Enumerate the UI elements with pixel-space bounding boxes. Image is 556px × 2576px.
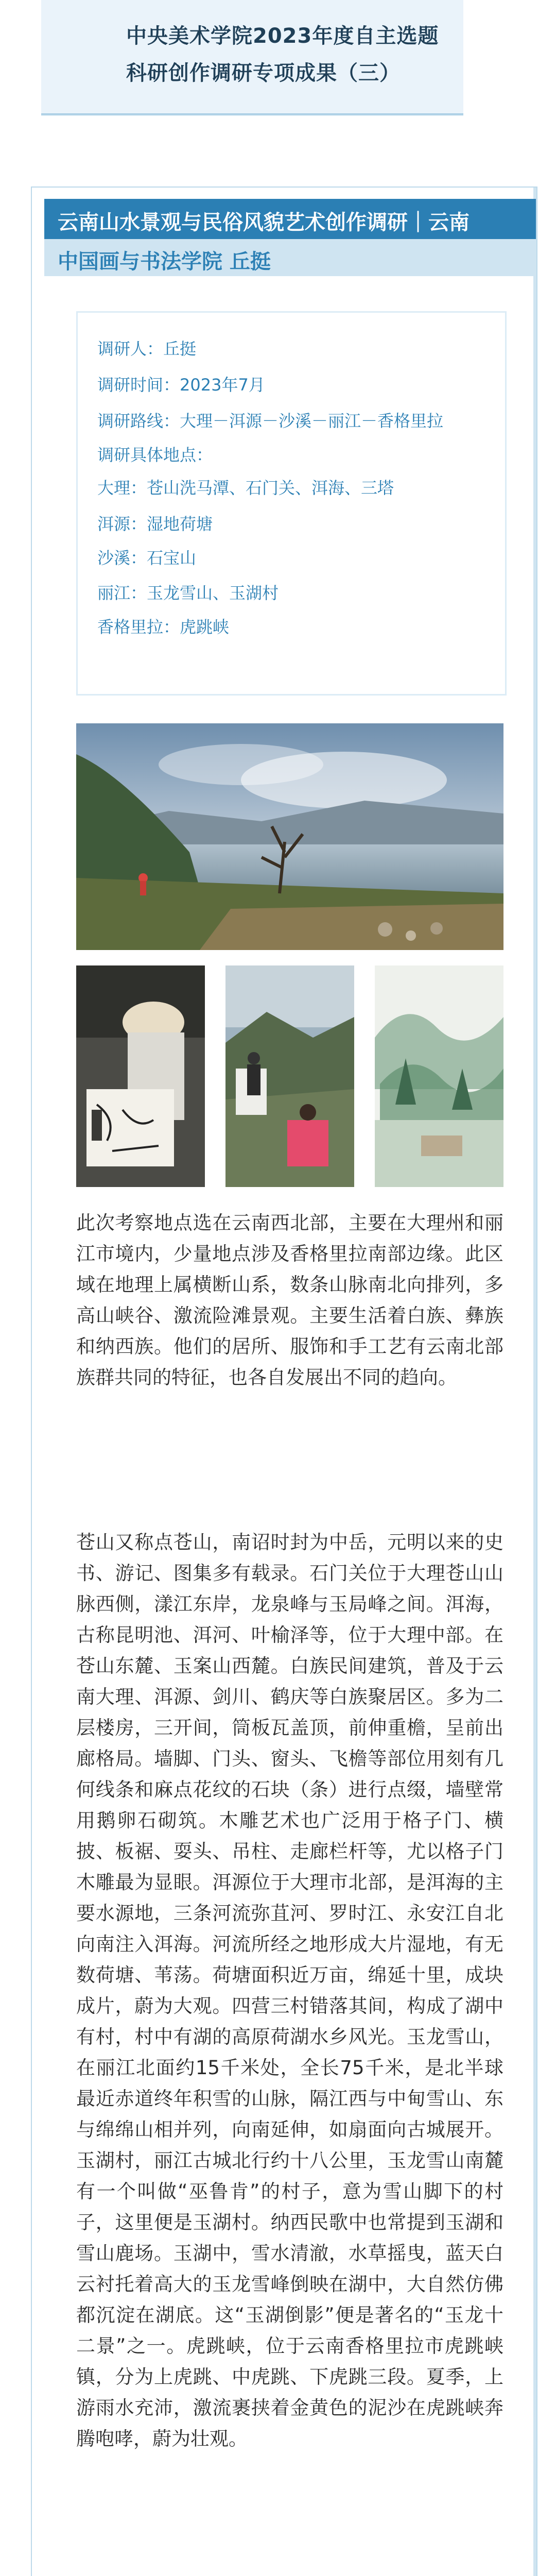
- info-site-row: [97, 584, 279, 602]
- research-info-box: [76, 311, 507, 696]
- info-site-value: 玉龙雪山、玉湖村: [147, 583, 279, 603]
- paragraph-1: 此次考察地点选在云南西北部，主要在大理州和丽江市境内，少量地点涉及香格里拉南部边缘。此区域在地理上属横断山系，数条山脉南北向排列，多高山峡谷、激流险滩景观。主要生活着白族、彝族和纳西族。他们的居所、服饰和手工艺有云南北部族群共同的特征，也各自发展出不同的趋向。: [76, 1212, 503, 1388]
- header-line-2: 科研创作调研专项成果（三）: [126, 61, 401, 85]
- info-site-label: 大理：: [97, 478, 147, 498]
- article-title-strip: [44, 239, 536, 276]
- sketching-photo: [76, 965, 205, 1187]
- page-header: [0, 0, 556, 134]
- info-site-row: [97, 515, 213, 533]
- header-line-1: 中央美术学院2023年度自主选题: [126, 24, 439, 48]
- article-title-line-1: 云南山水景观与民俗风貌艺术创作调研｜云南: [58, 211, 470, 234]
- lake-landscape-photo: [76, 723, 503, 950]
- info-sites-title: 调研具体地点：: [97, 445, 213, 465]
- info-site-label: 香格里拉：: [97, 617, 180, 637]
- info-site-label: 洱源：: [97, 514, 147, 534]
- info-site-row: [97, 549, 196, 567]
- plein-air-painting-photo: [225, 965, 354, 1187]
- info-site-row: [97, 618, 229, 636]
- info-site-value: 湿地荷塘: [147, 514, 213, 534]
- info-time: 调研时间：2023年7月: [97, 375, 265, 395]
- info-site-label: 沙溪：: [97, 548, 147, 568]
- article-title-block: [44, 199, 536, 276]
- info-researcher: 调研人：丘挺: [97, 339, 197, 359]
- paragraph-2: 苍山又称点苍山，南诏时封为中岳，元明以来的史书、游记、图集多有载录。石门关位于大理苍山山脉西侧，漾江东岸，龙泉峰与玉局峰之间。洱海，古称昆明池、洱河、叶榆泽等，位于大理中部。在苍山东麓、玉案山西麓。白族民间建筑，普及于云南大理、洱源、剑川、鹤庆等白族聚居区。多为二层楼房，三开间，筒板瓦盖顶，前伸重檐，呈前出廊格局。墙脚、门头、窗头、飞檐等部位用刻有几何线条和麻点花纹的石块（条）进行点缀，墙壁常用鹅卵石砌筑。木雕艺术也广泛用于格子门、横披、板裾、耍头、吊柱、走廊栏杆等，尤以格子门木雕最为显眼。洱源位于大理市北部，是洱海的主要水源地，三条河流弥苴河、罗时江、永安江自北向南注入洱海。河流所经之地形成大片湿地，有无数荷塘、苇荡。荷塘面积近万亩，绵延十里，成块成片，蔚为大观。四营三村错落其间，构成了湖中有村，村中有湖的高原荷湖水乡风光。玉龙雪山，在丽江北面约15千米处，全长75千米，是北半球最近赤道终年积雪的山脉，隔江西与中甸雪山、东与绵绵山相并列，向南延伸，如扇面向古城展开。玉湖村，丽江古城北行约十八公里，玉龙雪山南麓有一个叫做“巫鲁肯”的村子，意为雪山脚下的村子，这里便是玉湖村。纳西民歌中也常提到玉湖和雪山鹿场。玉湖中，雪水清澈，水草摇曳，蓝天白云衬托着高大的玉龙雪峰倒映在湖中，大自然仿佛都沉淀在湖底。这“玉湖倒影”便是著名的“玉龙十二景”之一。虎跳峡，位于云南香格里拉市虎跳峡镇，分为上虎跳、中虎跳、下虎跳三段。夏季，上游雨水充沛，激流裹挟着金黄色的泥沙在虎跳峡奔腾咆哮，蔚为壮观。: [76, 1531, 503, 2450]
- info-site-value: 苍山洗马潭、石门关、洱海、三塔: [147, 478, 394, 498]
- info-site-value: 石宝山: [147, 548, 197, 568]
- info-route: 调研路线：大理－洱源－沙溪－丽江－香格里拉: [97, 411, 444, 431]
- article-title-line-2: 中国画与书法学院 丘挺: [58, 250, 271, 274]
- info-site-label: 丽江：: [97, 583, 147, 603]
- info-site-value: 虎跳峡: [180, 617, 230, 637]
- header-card: [41, 0, 463, 115]
- info-site-row: [97, 479, 394, 497]
- decorative-side-bar: [533, 188, 536, 2576]
- article-box: [31, 187, 537, 2576]
- watercolor-landscape-photo: [375, 965, 503, 1187]
